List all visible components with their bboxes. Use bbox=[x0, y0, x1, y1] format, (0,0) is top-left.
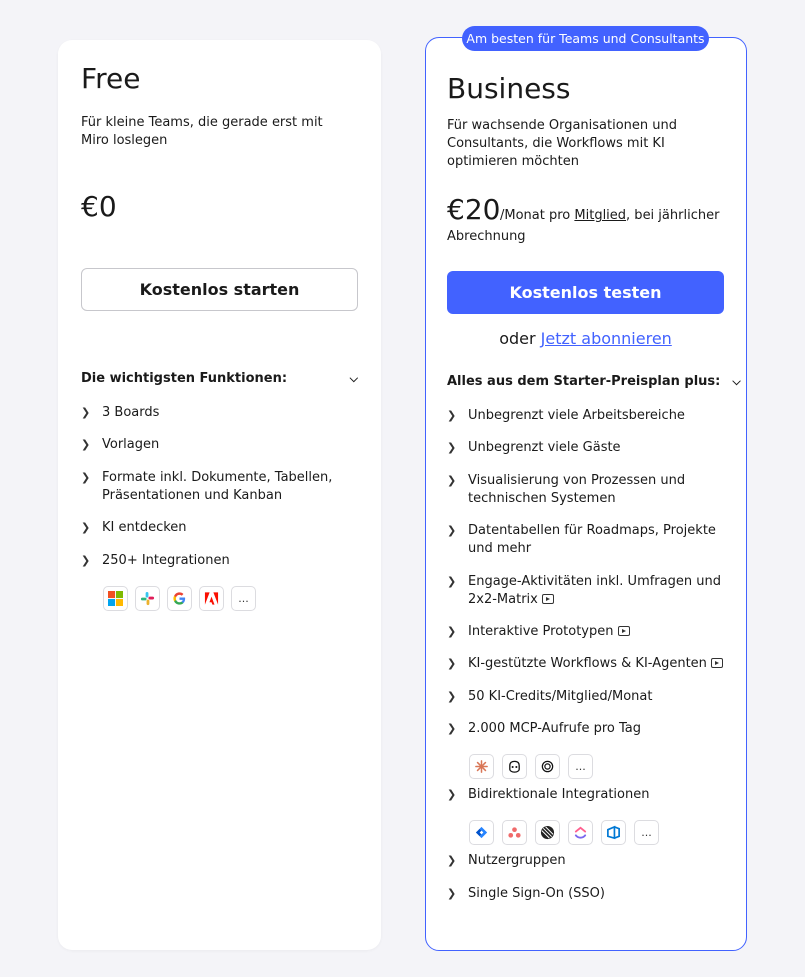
chevron-right-icon: ❯ bbox=[447, 657, 457, 670]
chevron-right-icon: ❯ bbox=[447, 524, 457, 537]
microsoft-icon[interactable] bbox=[103, 586, 128, 611]
business-feature-item[interactable]: ❯ Nutzergruppen bbox=[447, 853, 566, 868]
linear-icon[interactable] bbox=[535, 820, 560, 845]
subscribe-line: oder Jetzt abonnieren bbox=[499, 329, 672, 348]
copilot-icon[interactable] bbox=[502, 754, 527, 779]
business-feature-item[interactable]: ❯ 50 KI-Credits/Mitglied/Monat bbox=[447, 689, 653, 704]
business-feature-item[interactable]: ❯ Unbegrenzt viele Arbeitsbereiche bbox=[447, 408, 685, 423]
more-icon[interactable]: ... bbox=[568, 754, 593, 779]
free-trial-button[interactable]: Kostenlos testen bbox=[447, 271, 724, 314]
business-feature-item[interactable]: ❯ Unbegrenzt viele Gäste bbox=[447, 440, 621, 455]
free-feature-item[interactable]: ❯ Vorlagen bbox=[81, 437, 160, 452]
more-icon[interactable]: ... bbox=[634, 820, 659, 845]
subscribe-link[interactable]: Jetzt abonnieren bbox=[540, 329, 672, 348]
adobe-icon[interactable] bbox=[199, 586, 224, 611]
business-feature-item[interactable]: ❯ Single Sign-On (SSO) bbox=[447, 886, 605, 901]
chevron-right-icon: ❯ bbox=[81, 521, 91, 534]
chevron-right-icon: ❯ bbox=[81, 471, 91, 484]
chevron-right-icon: ❯ bbox=[447, 854, 457, 867]
google-icon[interactable] bbox=[167, 586, 192, 611]
bidirectional-integration-icons bbox=[469, 820, 659, 845]
chevron-down-icon: ⌵ bbox=[732, 374, 741, 388]
free-integration-icons bbox=[103, 586, 256, 611]
openai-icon[interactable] bbox=[535, 754, 560, 779]
business-feature-item[interactable]: ❯ Engage-Aktivitäten inkl. Umfragen und 2x2-Matrix bbox=[447, 574, 721, 607]
chevron-right-icon: ❯ bbox=[447, 722, 457, 735]
free-feature-item[interactable]: ❯ 250+ Integrationen bbox=[81, 553, 230, 568]
chevron-right-icon: ❯ bbox=[447, 690, 457, 703]
business-feature-item[interactable]: ❯ 2.000 MCP-Aufrufe pro Tag bbox=[447, 721, 642, 736]
business-feature-item[interactable]: ❯ Interaktive Prototypen bbox=[447, 623, 732, 641]
free-feature-item[interactable]: ❯ KI entdecken bbox=[81, 520, 187, 535]
more-icon[interactable]: ... bbox=[231, 586, 256, 611]
business-feature-item[interactable]: ❯ Bidirektionale Integrationen bbox=[447, 787, 650, 802]
chevron-right-icon: ❯ bbox=[447, 788, 457, 801]
chevron-right-icon: ❯ bbox=[447, 474, 457, 487]
jira-icon[interactable] bbox=[469, 820, 494, 845]
azure-devops-icon[interactable] bbox=[601, 820, 626, 845]
video-icon[interactable] bbox=[711, 658, 723, 668]
chevron-right-icon: ❯ bbox=[81, 406, 91, 419]
business-feature-item[interactable]: ❯ Visualisierung von Prozessen und technischen Systemen bbox=[447, 473, 686, 506]
business-feature-item[interactable]: ❯ Datentabellen für Roadmaps, Projekte und mehr bbox=[447, 523, 716, 556]
free-feature-item[interactable]: ❯ 3 Boards bbox=[81, 405, 160, 420]
business-price-note: /Monat pro Mitglied, bei jährlicher Abrechnung bbox=[447, 208, 720, 244]
chevron-right-icon: ❯ bbox=[447, 887, 457, 900]
clickup-icon[interactable] bbox=[568, 820, 593, 845]
mcp-integration-icons bbox=[469, 754, 593, 779]
business-features-heading: Alles aus dem Starter-Preisplan plus: bbox=[447, 374, 721, 389]
free-plan-title: Free bbox=[81, 62, 141, 95]
video-icon[interactable] bbox=[542, 594, 554, 604]
asana-icon[interactable] bbox=[502, 820, 527, 845]
member-link[interactable]: Mitglied bbox=[574, 208, 627, 223]
business-features-toggle[interactable] bbox=[447, 374, 741, 389]
business-plan-title: Business bbox=[447, 72, 571, 105]
free-plan-description: Für kleine Teams, die gerade erst mit Miro loslegen bbox=[81, 115, 323, 148]
chevron-right-icon: ❯ bbox=[447, 625, 457, 638]
chevron-right-icon: ❯ bbox=[447, 441, 457, 454]
video-icon[interactable] bbox=[618, 626, 630, 636]
business-feature-item[interactable]: ❯ KI-gestützte Workflows & KI-Agenten bbox=[447, 655, 732, 673]
start-free-button[interactable]: Kostenlos starten bbox=[81, 268, 358, 311]
chevron-right-icon: ❯ bbox=[81, 554, 91, 567]
slack-icon[interactable] bbox=[135, 586, 160, 611]
business-plan-price: €20 bbox=[447, 193, 501, 226]
recommended-badge: Am besten für Teams und Consultants bbox=[462, 26, 709, 51]
free-features-toggle[interactable] bbox=[81, 371, 358, 386]
chevron-right-icon: ❯ bbox=[447, 575, 457, 588]
free-features-heading: Die wichtigsten Funktionen: bbox=[81, 371, 288, 386]
free-plan-price: €0 bbox=[81, 190, 117, 223]
business-plan-description: Für wachsende Organisationen und Consultants, die Workflows mit KI optimieren möchten bbox=[447, 118, 678, 169]
claude-icon[interactable] bbox=[469, 754, 494, 779]
chevron-right-icon: ❯ bbox=[447, 409, 457, 422]
chevron-right-icon: ❯ bbox=[81, 438, 91, 451]
chevron-down-icon: ⌵ bbox=[349, 371, 358, 385]
free-feature-item[interactable]: ❯ Formate inkl. Dokumente, Tabellen, Präsentationen und Kanban bbox=[81, 470, 333, 503]
